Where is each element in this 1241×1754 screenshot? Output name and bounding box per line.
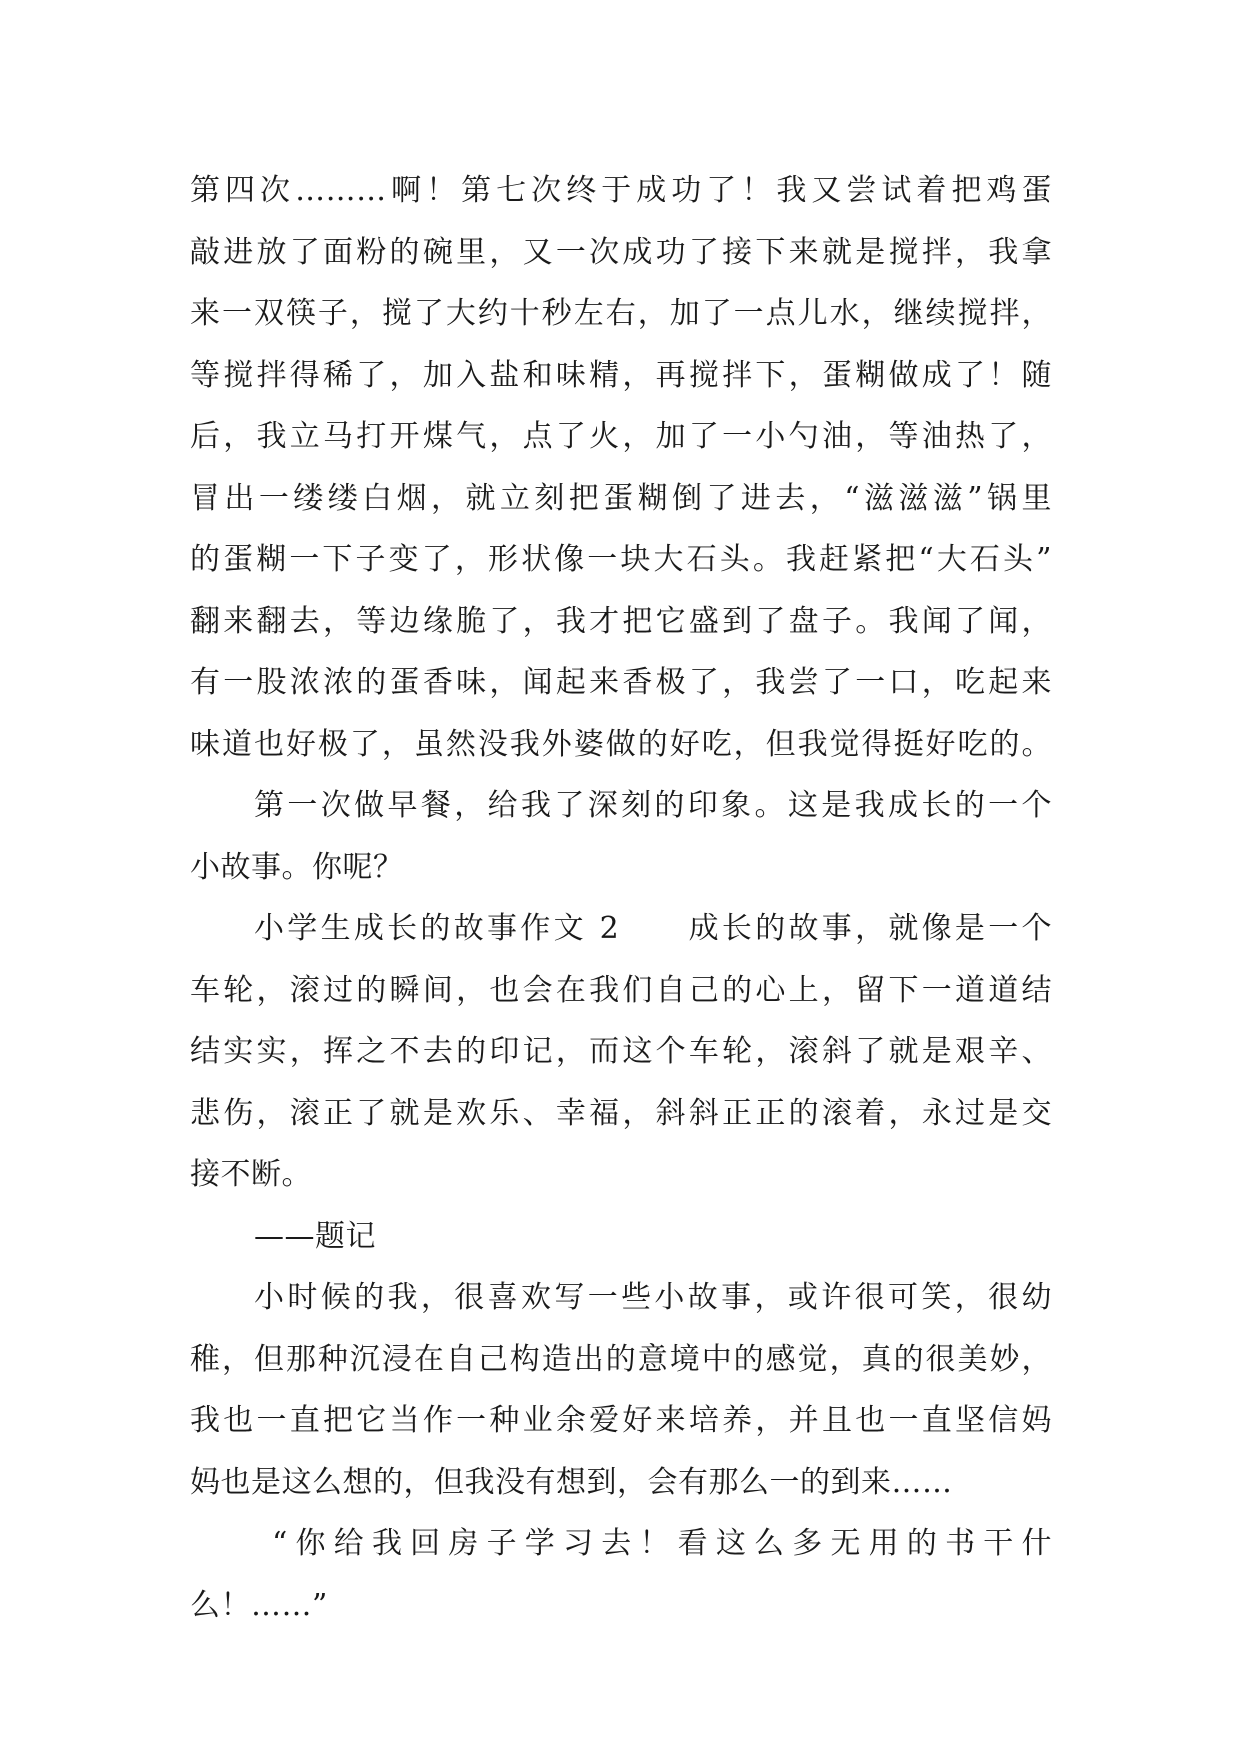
text-line: 有一股浓浓的蛋香味，闻起来香极了，我尝了一口，吃起来 <box>190 665 1052 700</box>
text-line: 妈也是这么想的，但我没有想到，会有那么一的到来…… <box>190 1464 953 1500</box>
text-line: 小故事。你呢？ <box>190 849 404 885</box>
text-line: 第一次做早餐，给我了深刻的印象。这是我成长的一个 <box>254 788 1052 823</box>
text-line: 小时候的我，很喜欢写一些小故事，或许很可笑，很幼 <box>254 1280 1052 1315</box>
text-line: 翻来翻去，等边缘脆了，我才把它盛到了盘子。我闻了闻， <box>190 603 1052 639</box>
text-line: 的蛋糊一下子变了，形状像一块大石头。我赶紧把“大石头” <box>190 542 1052 577</box>
text-line: 第四次………啊！第七次终于成功了！我又尝试着把鸡蛋 <box>190 173 1052 208</box>
text-line: 么！……” <box>190 1587 328 1623</box>
text-line: 后，我立马打开煤气，点了火，加了一小勺油，等油热了， <box>190 419 1052 454</box>
text-line: 接不断。 <box>190 1157 312 1192</box>
text-line: 敲进放了面粉的碗里，又一次成功了接下来就是搅拌，我拿 <box>190 234 1052 270</box>
text-line: 冒出一缕缕白烟，就立刻把蛋糊倒了进去，“滋滋滋”锅里 <box>190 480 1052 516</box>
epigraph-attribution: ——题记 <box>254 1218 376 1254</box>
text-line: 味道也好极了，虽然没我外婆做的好吃，但我觉得挺好吃的。 <box>190 726 1052 762</box>
text-line: 结实实，挥之不去的印记，而这个车轮，滚斜了就是艰辛、 <box>190 1034 1052 1069</box>
text-line: 稚，但那种沉浸在自己构造出的意境中的感觉，真的很美妙， <box>190 1341 1052 1377</box>
document-body <box>190 160 1052 1636</box>
text-line: “你给我回房子学习去！看这么多无用的书干什 <box>272 1526 1052 1561</box>
text-line: 等搅拌得稀了，加入盐和味精，再搅拌下，蛋糊做成了！随 <box>190 357 1052 393</box>
text-line: 悲伤，滚正了就是欢乐、幸福，斜斜正正的滚着，永过是交 <box>190 1095 1052 1131</box>
text-line: 我也一直把它当作一种业余爱好来培养，并且也一直坚信妈 <box>190 1403 1052 1438</box>
text-line: 来一双筷子，搅了大约十秒左右，加了一点儿水，继续搅拌， <box>190 296 1052 331</box>
text-line: 小学生成长的故事作文 2 成长的故事，就像是一个 <box>254 911 1052 946</box>
text-line: 车轮，滚过的瞬间，也会在我们自己的心上，留下一道道结 <box>190 972 1052 1008</box>
